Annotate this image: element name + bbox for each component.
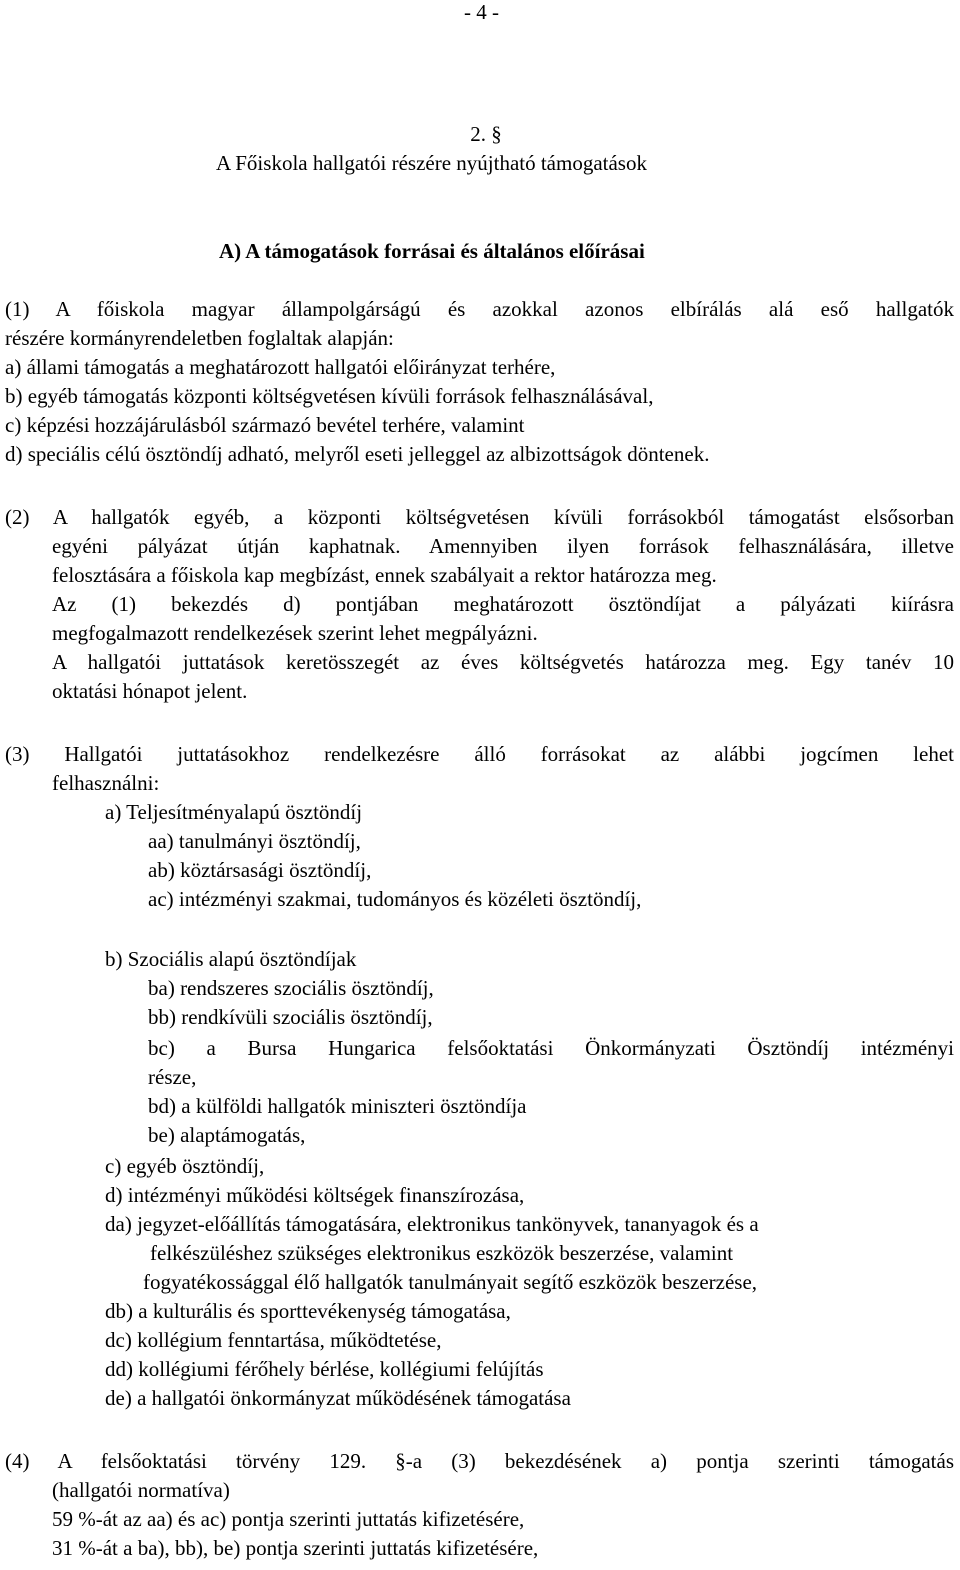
paragraph-1-line-2: részére kormányrendeletben foglaltak alapján: (5, 326, 394, 350)
subsection-title: A) A támogatások forrásai és általános előírásai (219, 239, 645, 263)
paragraph-1-item-b: b) egyéb támogatás központi költségvetésen kívüli források felhasználásával, (5, 384, 654, 408)
item-de: de) a hallgatói önkormányzat működésének támogatása (105, 1386, 571, 1410)
paragraph-1-item-a: a) állami támogatás a meghatározott hallgatói előirányzat terhére, (5, 355, 556, 379)
paragraph-1-item-c: c) képzési hozzájárulásból származó bevétel terhére, valamint (5, 413, 525, 437)
section-number: 2. § (470, 122, 502, 146)
item-bb: bb) rendkívüli szociális ösztöndíj, (148, 1005, 433, 1029)
paragraph-4-line-2: (hallgatói normatíva) (52, 1478, 230, 1502)
page-number: - 4 - (464, 0, 499, 24)
item-da: da) jegyzet-előállítás támogatására, elektronikus tankönyvek, tananyagok és a (105, 1212, 759, 1236)
paragraph-4-line-1: (4) A felsőoktatási törvény 129. §-a (3) bekezdésének a) pontja szerinti támogatás (5, 1449, 954, 1473)
item-be: be) alaptámogatás, (148, 1123, 306, 1147)
paragraph-2-line-4: Az (1) bekezdés d) pontjában meghatározott ösztöndíjat a pályázati kiírásra (52, 592, 954, 616)
item-b-heading: b) Szociális alapú ösztöndíjak (105, 947, 357, 971)
item-dc: dc) kollégium fenntartása, működtetése, (105, 1328, 442, 1352)
item-ac: ac) intézményi szakmai, tudományos és közéleti ösztöndíj, (148, 887, 642, 911)
item-da-line-2: felkészüléshez szükséges elektronikus eszközök beszerzése, valamint (150, 1241, 734, 1265)
paragraph-1-item-d: d) speciális célú ösztöndíj adható, melyről eseti jelleggel az albizottságok döntenek. (5, 442, 710, 466)
item-db: db) a kulturális és sporttevékenység támogatása, (105, 1299, 511, 1323)
paragraph-2-line-3: felosztására a főiskola kap megbízást, ennek szabályait a rektor határozza meg. (52, 563, 717, 587)
paragraph-2-line-7: oktatási hónapot jelent. (52, 679, 248, 703)
item-ab: ab) köztársasági ösztöndíj, (148, 858, 372, 882)
paragraph-2-line-1: (2) A hallgatók egyéb, a központi költségvetésen kívüli forrásokból támogatást elsősorban (5, 505, 954, 529)
item-dd: dd) kollégiumi férőhely bérlése, kollégiumi felújítás (105, 1357, 544, 1381)
item-d-heading: d) intézményi működési költségek finanszírozása, (105, 1183, 525, 1207)
item-bd: bd) a külföldi hallgatók miniszteri ösztöndíja (148, 1094, 527, 1118)
paragraph-4-line-3: 59 %-át az aa) és ac) pontja szerinti juttatás kifizetésére, (52, 1507, 525, 1531)
item-ba: ba) rendszeres szociális ösztöndíj, (148, 976, 434, 1000)
item-a-heading: a) Teljesítményalapú ösztöndíj (105, 800, 363, 824)
paragraph-2-line-6: A hallgatói juttatások keretösszegét az éves költségvetés határozza meg. Egy tanév 10 (52, 650, 954, 674)
item-bc-continued: része, (148, 1065, 197, 1089)
paragraph-2-line-2: egyéni pályázat útján kaphatnak. Amennyiben ilyen források felhasználására, illetve (52, 534, 954, 558)
item-c-heading: c) egyéb ösztöndíj, (105, 1154, 265, 1178)
item-da-line-3: fogyatékossággal élő hallgatók tanulmányait segítő eszközök beszerzése, (143, 1270, 758, 1294)
paragraph-2-line-5: megfogalmazott rendelkezések szerint lehet megpályázni. (52, 621, 538, 645)
paragraph-1-line-1: (1) A főiskola magyar állampolgárságú és azokkal azonos elbírálás alá eső hallgatók (5, 297, 954, 321)
paragraph-3-line-2: felhasználni: (52, 771, 160, 795)
item-bc: bc) a Bursa Hungarica felsőoktatási Önkormányzati Ösztöndíj intézményi (148, 1036, 954, 1060)
section-title: A Főiskola hallgatói részére nyújtható támogatások (216, 151, 647, 175)
paragraph-4-line-4: 31 %-át a ba), bb), be) pontja szerinti juttatás kifizetésére, (52, 1536, 539, 1560)
item-aa: aa) tanulmányi ösztöndíj, (148, 829, 361, 853)
paragraph-3-line-1: (3) Hallgatói juttatásokhoz rendelkezésre álló forrásokat az alábbi jogcímen lehet (5, 742, 954, 766)
